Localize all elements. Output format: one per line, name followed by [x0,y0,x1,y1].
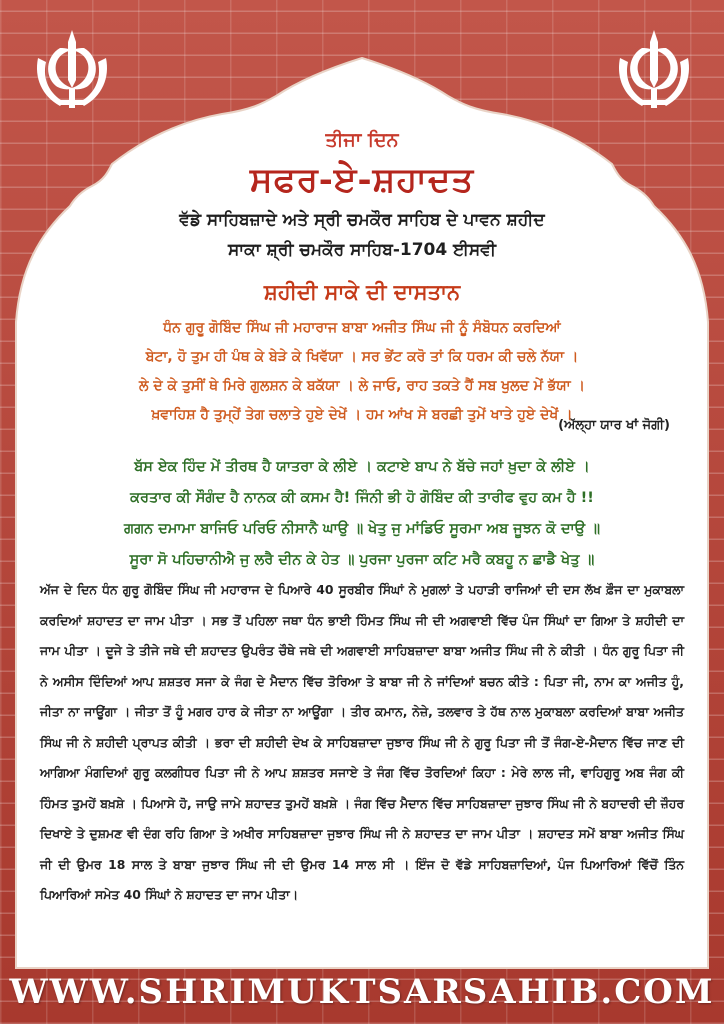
poem-line: ਕਰਤਾਰ ਕੀ ਸੌਗੰਦ ਹੈ ਨਾਨਕ ਕੀ ਕਸਮ ਹੈ! ਜਿੰਨੀ ਭੀ ਹੋ ਗੋਬਿੰਦ ਕੀ ਤਾਰੀਫ ਵੁਹ ਕਮ ਹੈ !! [130,490,594,506]
subtitle-line-2: ਸਾਕਾ ਸ਼੍ਰੀ ਚਮਕੌਰ ਸਾਹਿਬ-1704 ਈਸਵੀ [227,240,496,260]
section-heading: ਸ਼ਹੀਦੀ ਸਾਕੇ ਦੀ ਦਾਸਤਾਨ [263,280,461,304]
poem-line: ਧੰਨ ਗੁਰੂ ਗੋਬਿੰਦ ਸਿੰਘ ਜੀ ਮਹਾਰਾਜ ਬਾਬਾ ਅਜੀਤ ਸਿੰਘ ਜੀ ਨੂੰ ਸੰਬੋਧਨ ਕਰਦਿਆਂ [163,320,561,336]
body-paragraph: ਅੱਜ ਦੇ ਦਿਨ ਧੰਨ ਗੁਰੂ ਗੋਬਿੰਦ ਸਿੰਘ ਜੀ ਮਹਾਰਾਜ ਦੇ ਪਿਆਰੇ 40 ਸੂਰਬੀਰ ਸਿੰਘਾਂ ਨੇ ਮੁਗਲਾਂ ਤੇ ਪਹਾੜੀ ਰਾਜਿਆਂ ਦੀ ਦਸ ਲੱਖ ਫ਼ੌਜ ਦਾ ਮੁਕਾਬਲਾ ਕਰਦਿਆਂ ਸ਼ਹਾਦਤ ਦਾ ਜਾਮ ਪੀਤਾ । ਸਭ ਤੋਂ ਪਹਿਲਾ ਜਥਾ ਧੰਨ ਭਾਈ ਹਿੰਮਤ ਸਿੰਘ ਜੀ ਦੀ ਅਗਵਾਈ ਵਿੱਚ ਪੰਜ ਸਿੰਘਾਂ ਦਾ ਗਿਆ ਤੇ ਸ਼ਹੀਦੀ ਦਾ ਜਾਮ ਪੀਤਾ । ਦੂਜੇ ਤੇ ਤੀਜੇ ਜਥੇ ਦੀ ਸ਼ਹਾਦਤ ਉਪਰੰਤ ਚੌਥੇ ਜਥੇ ਦੀ ਅਗਵਾਈ ਸਾਹਿਬਜ਼ਾਦਾ ਬਾਬਾ ਅਜੀਤ ਸਿੰਘ ਜੀ ਨੇ ਕੀਤੀ । ਧੰਨ ਗੁਰੂ ਪਿਤਾ ਜੀ ਨੇ ਅਸੀਸ ਦਿੰਦਿਆਂ ਆਪ ਸ਼ਸ਼ਤਰ ਸਜਾ ਕੇ ਜੰਗ ਦੇ ਮੈਦਾਨ ਵਿੱਚ ਤੋਰਿਆ ਤੇ ਬਾਬਾ ਜੀ ਨੇ ਜਾਂਦਿਆਂ ਬਚਨ ਕੀਤੇ : ਪਿਤਾ ਜੀ, ਨਾਮ ਕਾ ਅਜੀਤ ਹੂੰ, ਜੀਤਾ ਨਾ ਜਾਊਂਗਾ । ਜੀਤਾ ਤੋਂ ਹੂੰ ਮਗਰ ਹਾਰ ਕੇ ਜੀਤਾ ਨਾ ਆਊਂਗਾ । ਤੀਰ ਕਮਾਨ, ਨੇਜ਼ੇ, ਤਲਵਾਰ ਤੇ ਹੱਥ ਨਾਲ ਮੁਕਾਬਲਾ ਕਰਦਿਆਂ ਬਾਬਾ ਅਜੀਤ ਸਿੰਘ ਜੀ ਨੇ ਸ਼ਹੀਦੀ ਪ੍ਰਾਪਤ ਕੀਤੀ । ਭਰਾ ਦੀ ਸ਼ਹੀਦੀ ਦੇਖ ਕੇ ਸਾਹਿਬਜ਼ਾਦਾ ਜੁਝਾਰ ਸਿੰਘ ਜੀ ਨੇ ਗੁਰੂ ਪਿਤਾ ਜੀ ਤੋਂ ਜੰਗ-ਏ-ਮੈਦਾਨ ਵਿੱਚ ਜਾਣ ਦੀ ਆਗਿਆ ਮੰਗਦਿਆਂ ਗੁਰੂ ਕਲਗੀਧਰ ਪਿਤਾ ਜੀ ਨੇ ਆਪ ਸ਼ਸ਼ਤਰ ਸਜਾਏ ਤੇ ਜੰਗ ਵਿੱਚ ਤੋਰਦਿਆਂ ਕਿਹਾ : ਮੇਰੇ ਲਾਲ ਜੀ, ਵਾਹਿਗੁਰੂ ਅਬ ਜੰਗ ਕੀ ਹਿੰਮਤ ਤੁਮਹੇਂ ਬਖ਼ਸ਼ੇ । ਪਿਆਸੇ ਹੋ, ਜਾਉ ਜਾਮੇ ਸ਼ਹਾਦਤ ਤੁਮਹੇਂ ਬਖ਼ਸ਼ੇ । ਜੰਗ ਵਿੱਚ ਮੈਦਾਨ ਵਿੱਚ ਸਾਹਿਬਜ਼ਾਦਾ ਜੁਝਾਰ ਸਿੰਘ ਜੀ ਨੇ ਬਹਾਦਰੀ ਦੀ ਜ਼ੌਹਰ ਦਿਖਾਏ ਤੇ ਦੁਸ਼ਮਣ ਵੀ ਦੰਗ ਰਹਿ ਗਿਆ ਤੇ ਅਖੀਰ ਸਾਹਿਬਜ਼ਾਦਾ ਜੁਝਾਰ ਸਿੰਘ ਜੀ ਨੇ ਸ਼ਹਾਦਤ ਦਾ ਜਾਮ ਪੀਤਾ । ਸ਼ਹਾਦਤ ਸਮੇਂ ਬਾਬਾ ਅਜੀਤ ਸਿੰਘ ਜੀ ਦੀ ਉਮਰ 18 ਸਾਲ ਤੇ ਬਾਬਾ ਜੁਝਾਰ ਸਿੰਘ ਜੀ ਦੀ ਉਮਰ 14 ਸਾਲ ਸੀ । ਇੰਜ ਦੋ ਵੱਡੇ ਸਾਹਿਬਜ਼ਾਦਿਆਂ, ਪੰਜ ਪਿਆਰਿਆਂ ਵਿੱਚੋਂ ਤਿੰਨ ਪਿਆਰਿਆਂ ਸਮੇਤ 40 ਸਿੰਘਾਂ ਨੇ ਸ਼ਹਾਦਤ ਦਾ ਜਾਮ ਪੀਤਾ। [40,582,685,902]
subtitle-line-1: ਵੱਡੇ ਸਾਹਿਬਜ਼ਾਦੇ ਅਤੇ ਸ੍ਰੀ ਚਮਕੌਰ ਸਾਹਿਬ ਦੇ ਪਾਵਨ ਸ਼ਹੀਦ [179,210,545,230]
poem-line: ਬੇਟਾ, ਹੋ ਤੁਮ ਹੀ ਪੰਥ ਕੇ ਬੇੜੇ ਕੇ ਖਿਵੱਯਾ । ਸਰ ਭੇਂਟ ਕਰੋ ਤਾਂ ਕਿ ਧਰਮ ਕੀ ਚਲੇ ਨੱਯਾ । [145,349,579,365]
poem-line: ਬੱਸ ਏਕ ਹਿੰਦ ਮੇਂ ਤੀਰਥ ਹੈ ਯਾਤਰਾ ਕੇ ਲੀਏ । ਕਟਾਏ ਬਾਪ ਨੇ ਬੱਚੇ ਜਹਾਂ ਖ਼ੁਦਾ ਕੇ ਲੀਏ । [134,459,590,475]
khanda-icon [614,28,694,114]
poet-attribution: (ਅੱਲ੍ਹਾ ਯਾਰ ਖਾਂ ਜੋਗੀ) [558,418,670,433]
poem-line: ਸੂਰਾ ਸੋ ਪਹਿਚਾਨੀਐ ਜੁ ਲਰੈ ਦੀਨ ਕੇ ਹੇਤ ॥ ਪੁਰਜਾ ਪੁਰਜਾ ਕਟਿ ਮਰੈ ਕਬਹੂ ਨ ਛਾਡੈ ਖੇਤੁ ॥ [129,552,595,568]
poem-line: ਲੇ ਦੇ ਕੇ ਤੁਸੀਂ ਥੇ ਮਿਰੇ ਗੁਲਸ਼ਨ ਕੇ ਬਕੱਯਾ । ਲੇ ਜਾਓ, ਰਾਹ ਤਕਤੇ ਹੈਂ ਸਬ ਖੁਲਦ ਮੇਂ ਭੱਯਾ । [139,378,585,394]
website-url: WWW.SHRIMUKTSARSAHIB.COM [9,972,715,1012]
day-label: ਤੀਜਾ ਦਿਨ [325,129,399,151]
poem-orange [0,314,724,430]
poem-line: ਖ਼ਵਾਹਿਸ਼ ਹੈ ਤੁਮ੍ਹੇਂ ਤੇਗ ਚਲਾਤੇ ਹੁਏ ਦੇਖੇਂ । ਹਮ ਆਂਖ ਸੇ ਬਰਛੀ ਤੁਮੇਂ ਖਾਤੇ ਹੁਏ ਦੇਖੇਂ । [151,407,573,423]
khanda-icon [32,28,112,114]
page-title: ਸਫਰ-ਏ-ਸ਼ਹਾਦਤ [249,160,475,200]
poem-green [0,452,724,576]
poem-line: ਗਗਨ ਦਮਾਮਾ ਬਾਜਿਓ ਪਰਿਓ ਨੀਸਾਨੈ ਘਾਉ ॥ ਖੇਤੁ ਜੁ ਮਾਂਡਿਓ ਸੂਰਮਾ ਅਬ ਜੂਝਨ ਕੋ ਦਾਉ ॥ [124,521,600,537]
